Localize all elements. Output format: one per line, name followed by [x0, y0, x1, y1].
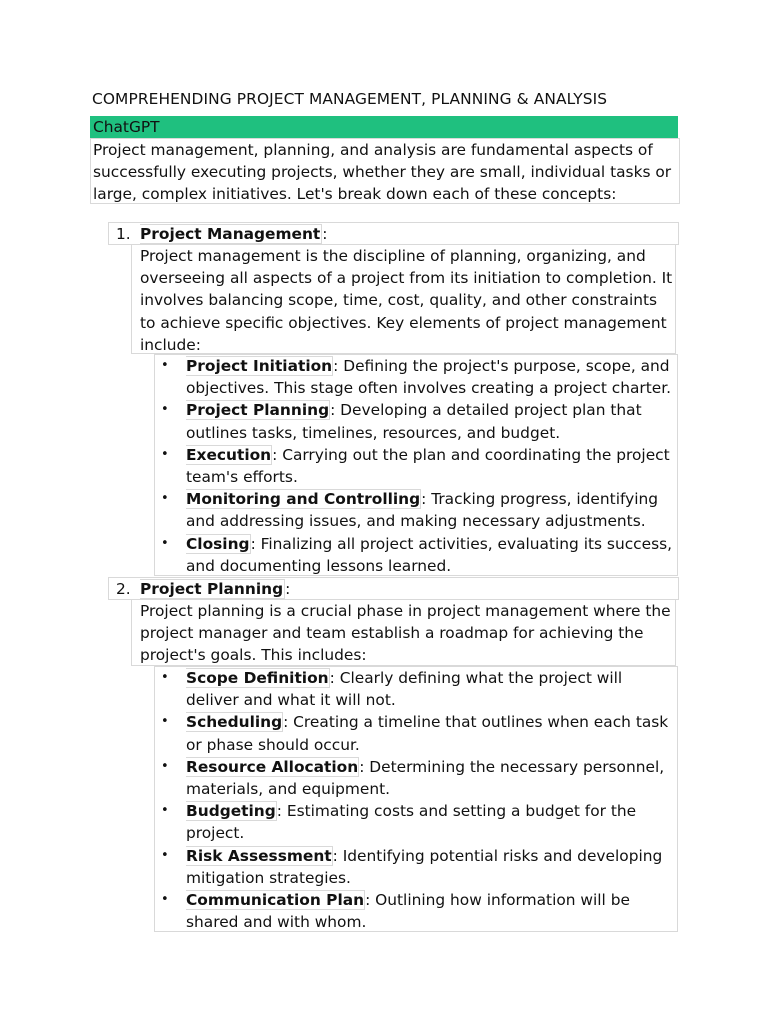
list-item-text: : Finalizing all project activities, evaluating its success, and documenting lessons learned.: [186, 534, 673, 575]
section-colon: :: [322, 225, 328, 243]
list-item-text: : Developing a detailed project plan that outlines tasks, timelines, resources, and budget.: [186, 401, 642, 442]
bullet-icon: •: [161, 402, 169, 418]
list-item: [155, 800, 677, 844]
bullet-icon: •: [161, 714, 169, 730]
section-number: 1.: [116, 225, 131, 243]
bullet-icon: •: [161, 803, 169, 819]
list-item: [155, 444, 677, 488]
list-item-text: : Defining the project's purpose, scope, and objectives. This stage often involves creating a project charter.: [186, 357, 672, 398]
bullet-icon: •: [161, 847, 169, 863]
bullet-icon: •: [161, 892, 169, 908]
section-title: [140, 223, 327, 245]
bullet-icon: •: [161, 535, 169, 551]
list-item-term: Monitoring and Controlling: [186, 490, 421, 509]
section-description: Project management is the discipline of planning, organizing, and overseeing all aspects of a project from its initiation to completion. It involves balancing scope, time, cost, quality, and other constraints to achieve specific objectives. Key elements of project management include:: [131, 244, 676, 354]
list-item: [155, 488, 677, 532]
section-description: Project planning is a crucial phase in project management where the project manager and team establish a roadmap for achieving the project's goals. This includes:: [131, 599, 676, 666]
section-number: 2.: [116, 580, 131, 598]
list-item: [155, 533, 677, 577]
list-item-term: Closing: [186, 534, 250, 553]
list-item: [155, 355, 677, 399]
list-item-text: : Carrying out the plan and coordinating the project team's efforts.: [186, 445, 670, 487]
bullet-icon: •: [161, 358, 169, 373]
bullet-icon: •: [161, 446, 169, 462]
bullet-icon: •: [161, 491, 169, 507]
section-heading-project-planning: [108, 577, 679, 600]
list-item: [155, 889, 677, 933]
list-item: [155, 711, 677, 755]
list-item-term: Project Initiation: [186, 357, 333, 375]
list-item-text: : Identifying potential risks and developing mitigation strategies.: [186, 846, 663, 887]
section-heading-project-management: [108, 222, 679, 245]
list-item-term: Execution: [186, 445, 272, 464]
list-item-term: Scope Definition: [186, 669, 329, 687]
speaker-banner: [90, 116, 678, 138]
bullet-icon: •: [161, 758, 169, 774]
list-item: [155, 399, 677, 443]
list-item-text: : Clearly defining what the project will deliver and what it will not.: [186, 669, 623, 710]
list-item-text: : Estimating costs and setting a budget for the project.: [186, 802, 637, 843]
list-item-term: Resource Allocation: [186, 757, 359, 776]
list-item-text: : Creating a timeline that outlines when each task or phase should occur.: [186, 713, 669, 754]
intro-paragraph: Project management, planning, and analysis are fundamental aspects of successfully executing projects, whether they are small, individual tasks or large, complex initiatives. Let's break down each of these concepts:: [90, 138, 680, 204]
list-item-text: : Tracking progress, identifying and addressing issues, and making necessary adjustments.: [186, 490, 659, 531]
list-item-term: Project Planning: [186, 401, 330, 420]
section-title-text: Project Management: [140, 225, 321, 243]
list-item-term: Scheduling: [186, 713, 283, 732]
speaker-label: ChatGPT: [93, 118, 160, 136]
document-title: COMPREHENDING PROJECT MANAGEMENT, PLANNING & ANALYSIS: [92, 90, 608, 108]
list-item-text: : Determining the necessary personnel, materials, and equipment.: [186, 757, 665, 799]
section-title: [140, 578, 290, 600]
bullet-icon: •: [161, 670, 169, 685]
bullet-list-project-management: [154, 354, 678, 576]
section-title-text: Project Planning: [140, 580, 284, 598]
list-item-term: Budgeting: [186, 802, 276, 821]
list-item-text: : Outlining how information will be shared and with whom.: [186, 891, 630, 932]
list-item-term: Communication Plan: [186, 891, 365, 910]
bullet-list-project-planning: [154, 666, 678, 932]
list-item-term: Risk Assessment: [186, 846, 332, 865]
list-item: [155, 756, 677, 800]
list-item: [155, 845, 677, 889]
section-colon: :: [285, 580, 291, 598]
list-item: [155, 667, 677, 711]
